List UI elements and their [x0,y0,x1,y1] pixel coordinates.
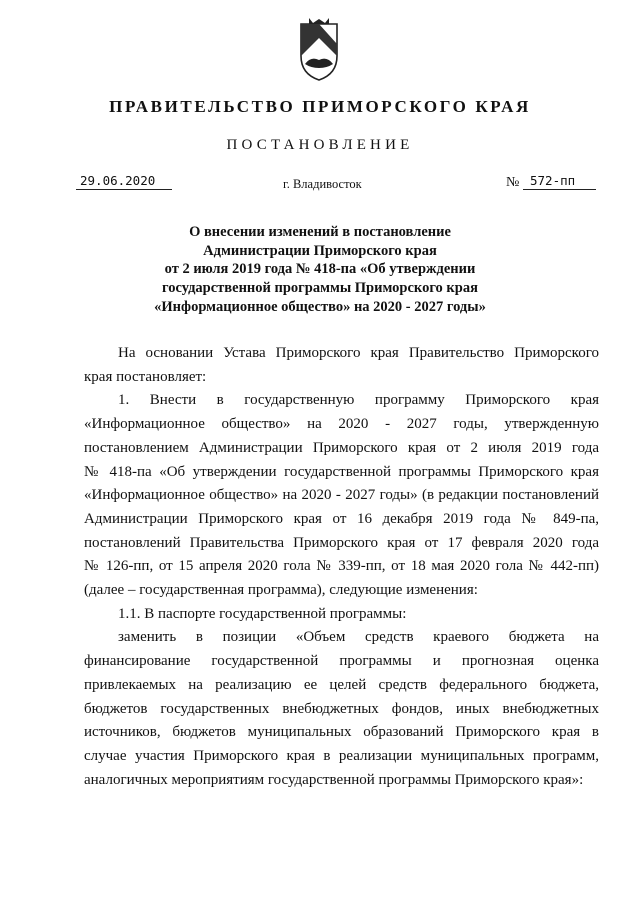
body-line: заменить в позиции «Объем средств краевого бюджета на [118,629,599,646]
body-line: 1. Внести в государственную программу Приморского края [118,392,599,409]
number-sign: № [506,175,520,190]
title-line: «Информационное общество» на 2020 - 2027 годы» [154,298,486,315]
coat-of-arms-emblem [297,16,341,82]
date-underline [76,189,172,190]
decree-date: 29.06.2020 [80,173,156,188]
body-line: привлекаемых на реализацию ее целей средств федерального бюджета, [84,676,599,693]
number-underline [523,189,596,190]
government-name: ПРАВИТЕЛЬСТВО ПРИМОРСКОГО КРАЯ [109,97,531,116]
body-line: № 126-пп, от 15 апреля 2020 гола № 339-пп, от 18 мая 2020 гола № 442-пп) [84,558,599,575]
body-line: края постановляет: [84,368,207,385]
title-line: от 2 июля 2019 года № 418-па «Об утверждении [164,261,476,278]
body-line: случае участия Приморского края в реализации муниципальных программ, [84,747,599,764]
body-line: бюджетов государственных внебюджетных фондов, иных внебюджетных [84,700,599,717]
decree-body [84,342,599,792]
body-line: Администрации Приморского края от 16 декабря 2019 года № 849-па, [84,510,599,527]
body-line: «Информационное общество» на 2020 - 2027 годы» (в редакции постановлений [84,487,599,504]
body-line: финансирование государственной программы и прогнозная оценка [84,653,599,670]
title-line: государственной программы Приморского края [162,280,478,297]
title-line: О внесении изменений в постановление [189,224,451,240]
body-line: «Информационное общество» на 2020 - 2027 годы, утвержденную [84,416,599,433]
body-line: постановлением Администрации Приморского края от 2 июля 2019 года [84,439,599,456]
body-line: постановлений Правительства Приморского края от 17 февраля 2020 года [84,534,599,551]
body-line: № 418-па «Об утверждении государственной программы Приморского края [84,463,599,480]
document-type: ПОСТАНОВЛЕНИЕ [226,137,414,153]
city: г. Владивосток [283,177,362,191]
decree-title [0,223,640,317]
body-line: (далее – государственная программа), следующие изменения: [84,582,478,599]
body-line: На основании Устава Приморского края Правительство Приморского [118,345,599,361]
decree-number: 572-пп [530,173,576,188]
body-line: аналогичных мероприятиям государственной программы Приморского края»: [84,771,584,788]
body-line: 1.1. В паспорте государственной программы: [118,605,407,622]
body-line: источников, бюджетов муниципальных образований Приморского края в [84,724,599,741]
title-line: Администрации Приморского края [203,242,437,259]
